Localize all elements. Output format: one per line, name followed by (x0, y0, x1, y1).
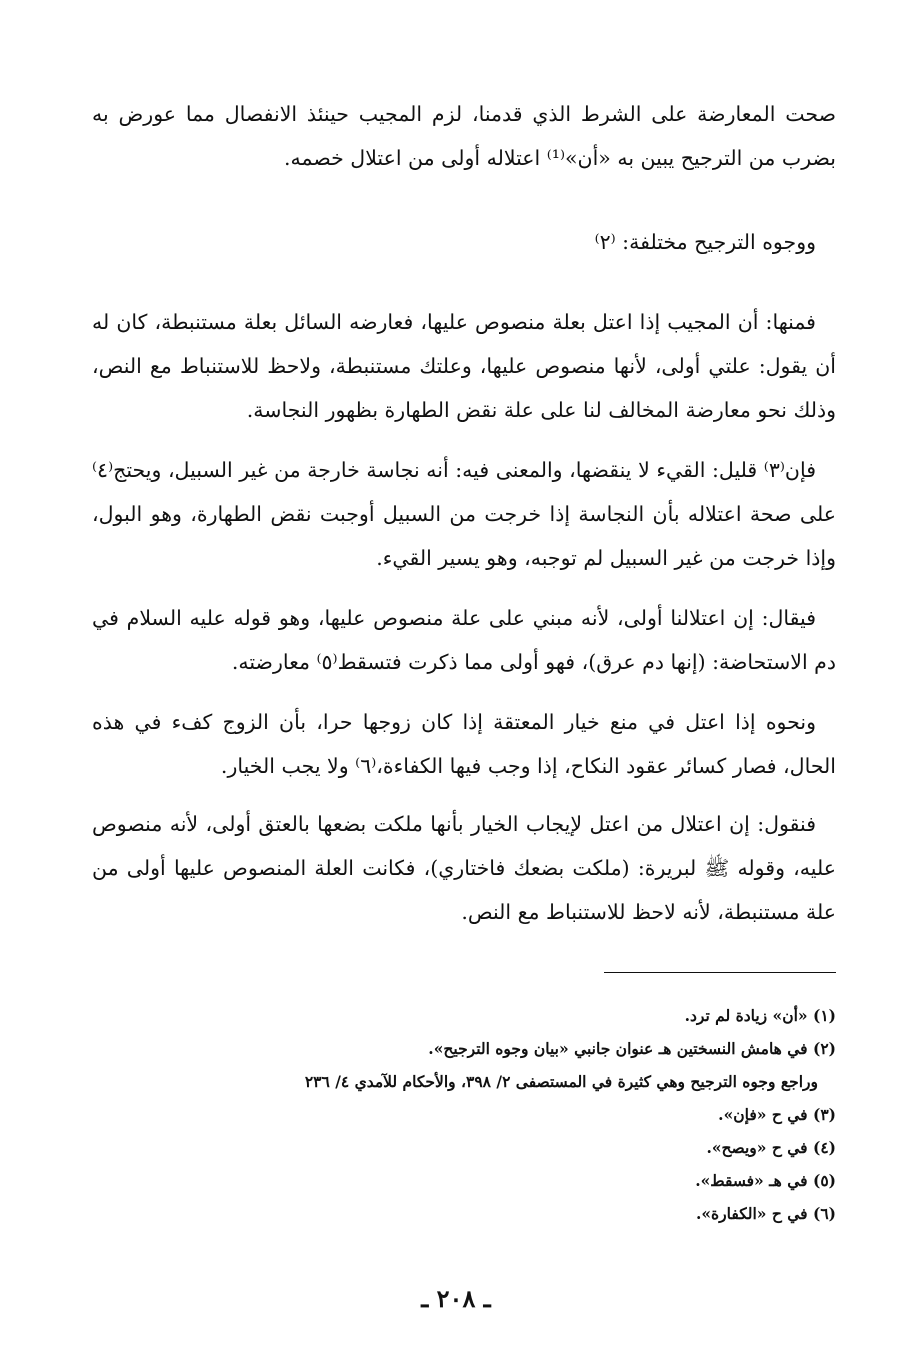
footnote-2: (٢) في هامش النسختين هـ عنوان جانبي «بيان وجوه الترجيح». (428, 1039, 836, 1058)
footnote-6: (٦) في ح «الكفارة». (695, 1204, 836, 1223)
footnote-3: (٣) في ح «فإن». (718, 1105, 836, 1124)
footnote-2-continued: وراجع وجوه الترجيح وهي كثيرة في المستصفى ٢/ ٣٩٨، والأحكام للآمدي ٤/ ٢٣٦ (304, 1072, 818, 1091)
paragraph-5: فيقال: إن اعتلالنا أولى، لأنه مبني على علة منصوص عليها، وهو قوله عليه السلام في دم الاستحاضة: (إنها دم عرق)، فهو أولى مما ذكرت فتسقط⁽٥⁾ معارضته. (92, 606, 836, 674)
paragraph-2: ووجوه الترجيح مختلفة: ⁽٢⁾ (594, 230, 816, 254)
page-number: ـ ٢٠٨ ـ (421, 1284, 491, 1313)
paragraph-7: فنقول: إن اعتلال من اعتل لإيجاب الخيار بأنها ملكت بضعها بالعتق أولى، لأنه منصوص عليه، وقوله ﷺ لبريرة: (ملكت بضعك فاختاري)، فكانت العلة المنصوص عليها أولى من علة مستنبطة، لأنه لاحظ للاستنباط مع النص. (92, 812, 836, 924)
body-text (92, 92, 836, 934)
footnote-1: (١) «أن» زيادة لم ترد. (684, 1006, 836, 1025)
footnotes (92, 999, 836, 1230)
paragraph-3: فمنها: أن المجيب إذا اعتل بعلة منصوص عليها، فعارضه السائل بعلة مستنبطة، كان له أن يقول: علتي أولى، لأنها منصوص عليها، وعلتك مستنبطة، ولاحظ للاستنباط مع النص، وذلك نحو معارضة المخالف لنا على علة نقض الطهارة بظهور النجاسة. (92, 310, 836, 422)
footnote-5: (٥) في هـ «فسقط». (695, 1171, 836, 1190)
paragraph-6: ونحوه إذا اعتل في منع خيار المعتقة إذا كان زوجها حرا، بأن الزوج كفء في هذه الحال، فصار كسائر عقود النكاح، إذا وجب فيها الكفاءة،⁽٦⁾ ولا يجب الخيار. (92, 710, 836, 778)
footnote-4: (٤) في ح «ويصح». (706, 1138, 836, 1157)
paragraph-1: صحت المعارضة على الشرط الذي قدمنا، لزم المجيب حينئذ الانفصال مما عورض به بضرب من الترجيح يبين به «أن»⁽¹⁾ اعتلاله أولى من اعتلال خصمه. (92, 102, 836, 170)
paragraph-4: فإن⁽٣⁾ قليل: القيء لا ينقضها، والمعنى فيه: أنه نجاسة خارجة من غير السبيل، ويحتج⁽٤⁾ على صحة اعتلاله بأن النجاسة إذا خرجت من السبيل أوجبت نقض الطهارة، وهو البول، وإذا خرجت من غير السبيل لم توجبه، وهو يسير القيء. (92, 458, 836, 570)
footnote-divider (604, 972, 836, 973)
